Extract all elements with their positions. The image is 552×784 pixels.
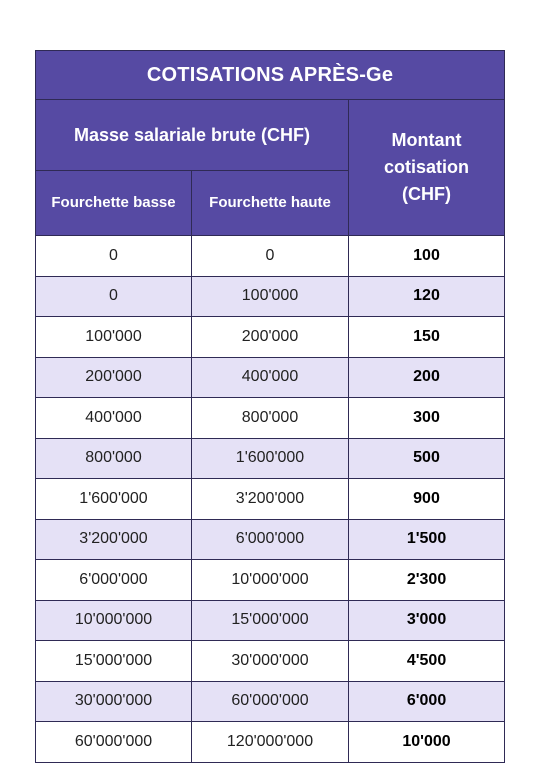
table-title: COTISATIONS APRÈS-Ge xyxy=(36,51,505,100)
table-row xyxy=(36,479,505,520)
table-row xyxy=(36,600,505,641)
high-range-cell: 10'000'000 xyxy=(192,560,349,601)
high-range-cell: 30'000'000 xyxy=(192,641,349,682)
contribution-table xyxy=(35,50,505,763)
amount-cell: 900 xyxy=(349,479,505,520)
amount-cell: 200 xyxy=(349,357,505,398)
table-row xyxy=(36,236,505,277)
high-range-cell: 6'000'000 xyxy=(192,519,349,560)
low-range-cell: 400'000 xyxy=(36,398,192,439)
amount-cell: 4'500 xyxy=(349,641,505,682)
table-row xyxy=(36,681,505,722)
amount-cell: 150 xyxy=(349,317,505,358)
high-range-cell: 800'000 xyxy=(192,398,349,439)
low-range-cell: 200'000 xyxy=(36,357,192,398)
table-row xyxy=(36,276,505,317)
table-row xyxy=(36,398,505,439)
low-range-header xyxy=(36,171,192,236)
high-range-cell: 3'200'000 xyxy=(192,479,349,520)
high-range-cell: 0 xyxy=(192,236,349,277)
amount-cell: 500 xyxy=(349,438,505,479)
high-range-cell: 100'000 xyxy=(192,276,349,317)
low-range-cell: 0 xyxy=(36,236,192,277)
amount-cell: 120 xyxy=(349,276,505,317)
high-range-cell: 1'600'000 xyxy=(192,438,349,479)
gross-payroll-header: Masse salariale brute (CHF) xyxy=(36,100,349,171)
contribution-table-wrapper xyxy=(35,50,504,763)
table-row xyxy=(36,317,505,358)
amount-cell: 2'300 xyxy=(349,560,505,601)
low-range-cell: 1'600'000 xyxy=(36,479,192,520)
low-range-cell: 15'000'000 xyxy=(36,641,192,682)
title-row xyxy=(36,51,505,100)
high-range-header-label: Fourchette haute xyxy=(209,194,331,211)
high-range-cell: 400'000 xyxy=(192,357,349,398)
low-range-cell: 100'000 xyxy=(36,317,192,358)
table-row xyxy=(36,519,505,560)
amount-cell: 3'000 xyxy=(349,600,505,641)
low-range-cell: 60'000'000 xyxy=(36,722,192,763)
table-body xyxy=(36,236,505,763)
amount-cell: 6'000 xyxy=(349,681,505,722)
low-range-cell: 0 xyxy=(36,276,192,317)
table-row xyxy=(36,560,505,601)
table-row xyxy=(36,438,505,479)
table-header xyxy=(36,51,505,236)
amount-cell: 300 xyxy=(349,398,505,439)
low-range-cell: 800'000 xyxy=(36,438,192,479)
amount-cell: 100 xyxy=(349,236,505,277)
amount-header-label: Montant cotisation (CHF) xyxy=(384,130,470,204)
low-range-cell: 30'000'000 xyxy=(36,681,192,722)
table-row xyxy=(36,357,505,398)
low-range-cell: 3'200'000 xyxy=(36,519,192,560)
high-range-cell: 60'000'000 xyxy=(192,681,349,722)
high-range-cell: 120'000'000 xyxy=(192,722,349,763)
amount-header xyxy=(349,100,505,236)
high-range-header xyxy=(192,171,349,236)
table-row xyxy=(36,641,505,682)
table-row xyxy=(36,722,505,763)
low-range-header-label: Fourchette basse xyxy=(51,194,176,211)
low-range-cell: 10'000'000 xyxy=(36,600,192,641)
high-range-cell: 200'000 xyxy=(192,317,349,358)
amount-cell: 10'000 xyxy=(349,722,505,763)
high-range-cell: 15'000'000 xyxy=(192,600,349,641)
low-range-cell: 6'000'000 xyxy=(36,560,192,601)
amount-cell: 1'500 xyxy=(349,519,505,560)
group-header-row xyxy=(36,100,505,171)
